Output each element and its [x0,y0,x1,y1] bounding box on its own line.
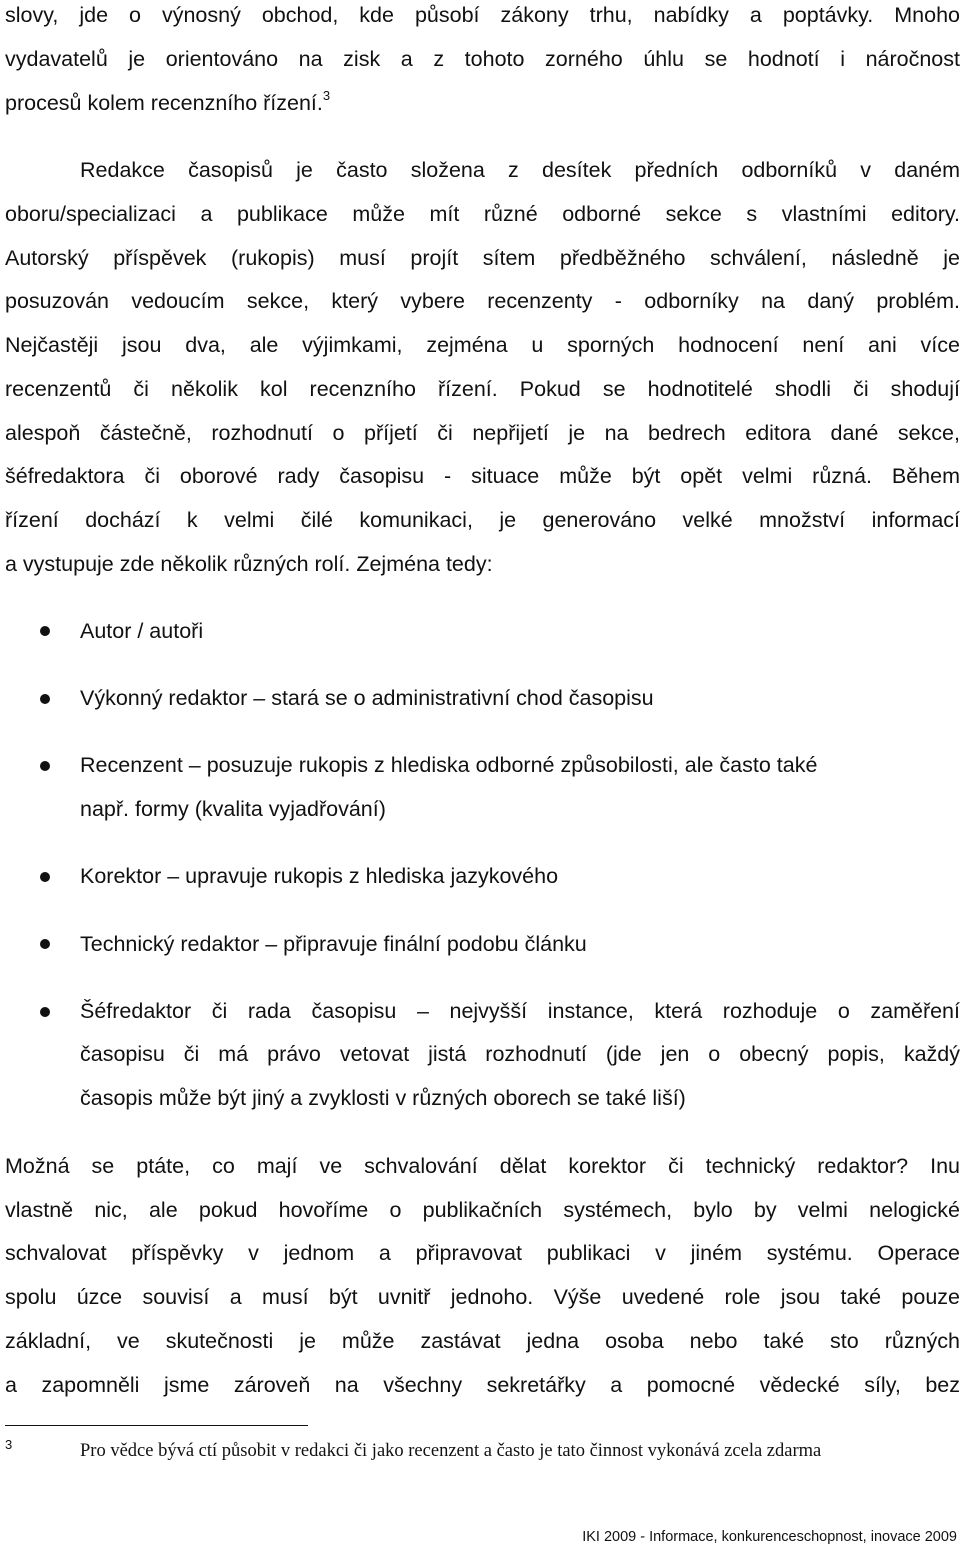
list-item-text: Recenzent – posuzuje rukopis z hlediska odborné způsobilosti, ale často také [80,753,818,777]
text-line: spolu úzce souvisí a musí být uvnitř jednoho. Výše uvedené role jsou také pouze [5,1285,960,1309]
text-line: základní, ve skutečnosti je může zastávat jedna osoba nebo také sto různých [5,1329,960,1353]
page-footer: IKI 2009 - Informace, konkurenceschopnost, inovace 2009 [582,1529,957,1545]
text-line: Možná se ptáte, co mají ve schvalování dělat korektor či technický redaktor? Inu [5,1154,960,1178]
text-line: vlastně nic, ale pokud hovoříme o publikačních systémech, bylo by velmi nelogické [5,1198,960,1222]
text-line: Nejčastěji jsou dva, ale výjimkami, zejména u sporných hodnocení není ani více [5,333,960,357]
bullet-icon [40,1007,50,1017]
text-line [5,88,960,115]
text-line: řízení dochází k velmi čilé komunikaci, je generováno velké množství informací [5,508,960,532]
text-line: posuzován vedoucím sekce, který vybere recenzenty - odborníky na daný problém. [5,289,960,313]
bullet-icon [40,694,50,704]
bullet-icon [40,939,50,949]
text-line: Autorský příspěvek (rukopis) musí projít sítem předběžného schválení, následně je [5,246,960,270]
bullet-icon [40,872,50,882]
footnote-number: 3 [5,1437,13,1452]
text-line: schvalovat příspěvky v jednom a připravovat publikaci v jiném systému. Operace [5,1241,960,1265]
bullet-icon [40,626,50,636]
text-line: oboru/specializaci a publikace může mít různé odborné sekce s vlastními editory. [5,202,960,226]
list-item-text: časopisu či má právo vetovat jistá rozhodnutí (jde jen o obecný popis, každý [80,1042,960,1066]
text-line: šéfredaktora či oborové rady časopisu - situace může být opět velmi různá. Během [5,464,960,488]
footnote-reference: 3 [322,88,331,103]
text-line: recenzentů či několik kol recenzního řízení. Pokud se hodnotitelé shodli či shodují [5,377,960,401]
text-line: alespoň částečně, rozhodnutí o příjetí či nepřijetí je na bedrech editora dané sekce, [5,421,960,445]
list-item-text: Korektor – upravuje rukopis z hlediska jazykového [80,864,559,888]
footnote-separator [5,1425,308,1426]
text-line: a zapomněli jsme zároveň na všechny sekretářky a pomocné vědecké síly, bez [5,1373,960,1397]
list-item-text: časopis může být jiný a zvyklosti v různých oborech se také liší) [80,1086,686,1110]
list-item-text: např. formy (kvalita vyjadřování) [80,797,386,821]
list-item-text: Technický redaktor – připravuje finální podobu článku [80,932,587,956]
list-item-text: Autor / autoři [80,619,204,643]
text-line: a vystupuje zde několik různých rolí. Zejména tedy: [5,552,493,576]
text-line: slovy, jde o výnosný obchod, kde působí zákony trhu, nabídky a poptávky. Mnoho [5,3,960,27]
footnote-text: Pro vědce bývá ctí působit v redakci či jako recenzent a často je tato činnost vykonává zcela zdarma [80,1441,822,1461]
text-line-content: procesů kolem recenzního řízení. [5,91,323,115]
text-line: Redakce časopisů je často složena z desítek předních odborníků v daném [80,158,960,182]
bullet-icon [40,761,50,771]
list-item-text: Výkonný redaktor – stará se o administrativní chod časopisu [80,686,654,710]
list-item-text: Šéfredaktor či rada časopisu – nejvyšší instance, která rozhoduje o zaměření [80,999,960,1023]
text-line: vydavatelů je orientováno na zisk a z tohoto zorného úhlu se hodnotí i náročnost [5,47,960,71]
